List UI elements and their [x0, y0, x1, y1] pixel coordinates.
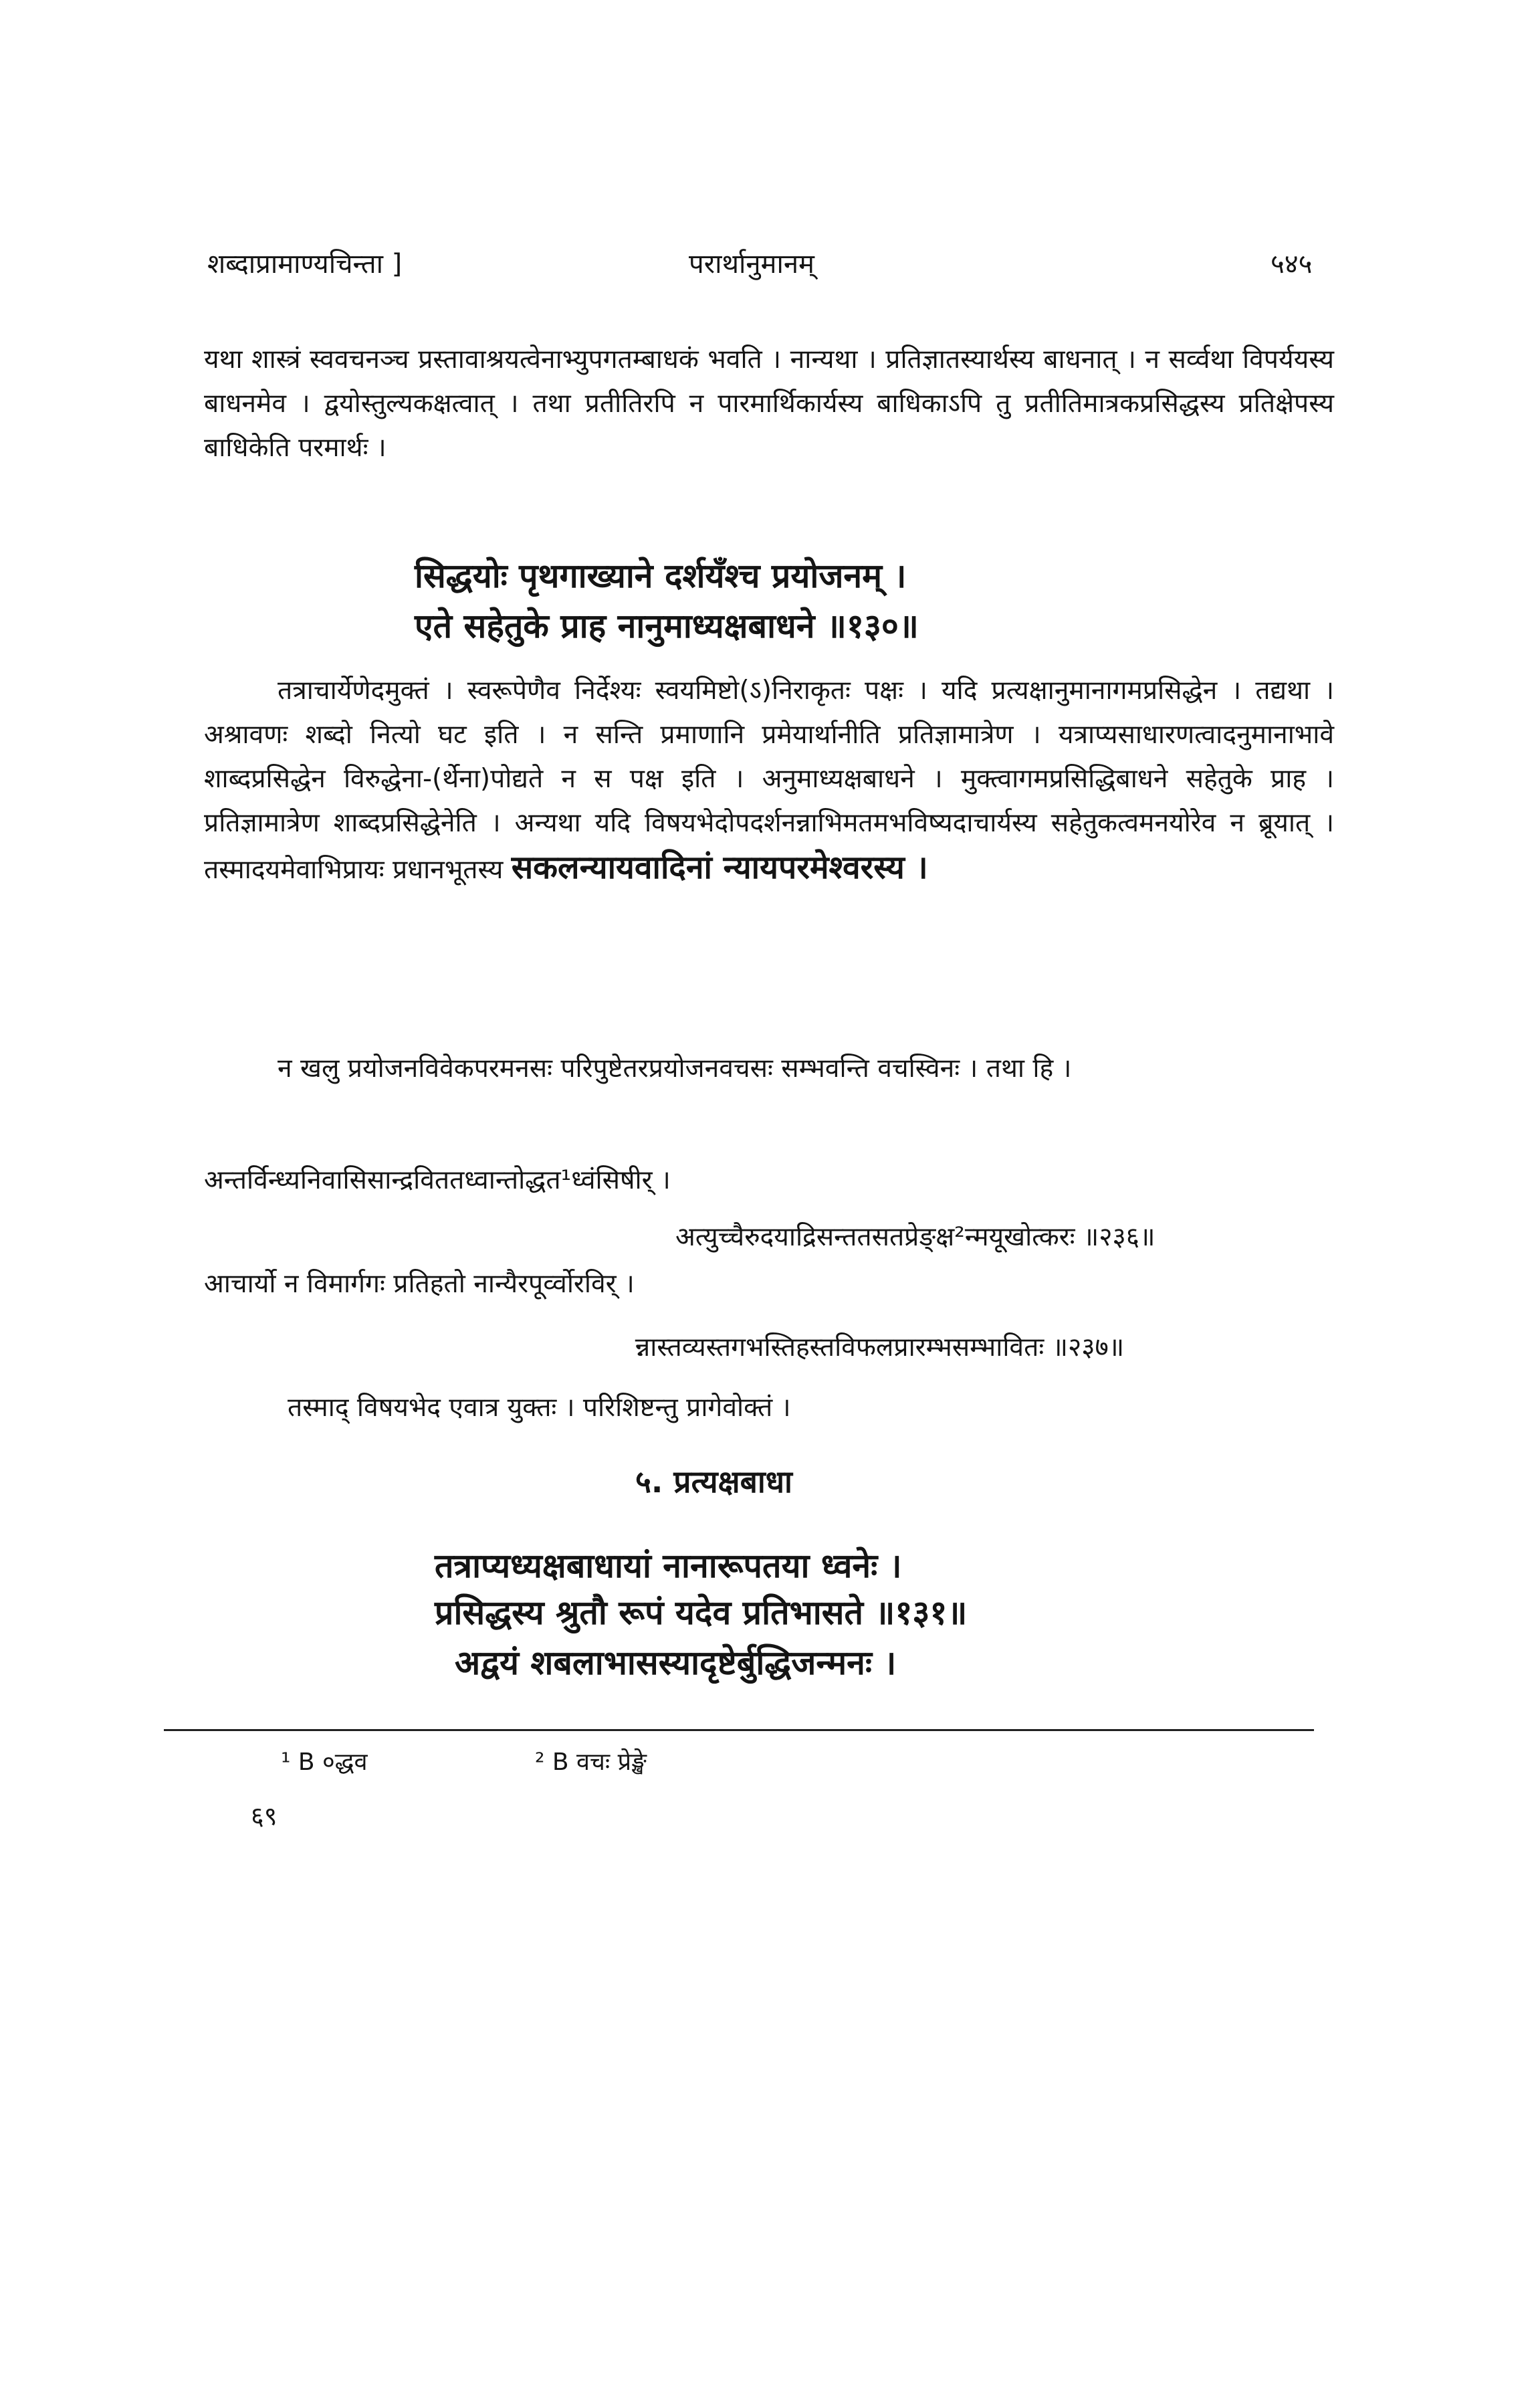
- sheet-number: ६९: [251, 1801, 278, 1831]
- paragraph-2-emphasis: सकलन्यायवादिनां न्यायपरमेश्वरस्य ।: [511, 849, 928, 886]
- quote-line-4: न्नास्तव्यस्तगभस्तिहस्तविफलप्रारम्भसम्भावितः ॥२३७॥: [635, 1332, 1125, 1363]
- footnote-1: ¹ B ०द्धव: [281, 1748, 368, 1776]
- paragraph-2-text: तत्राचार्येणेदमुक्तं । स्वरूपेणैव निर्देश्यः स्वयमिष्टो(ऽ)निराकृतः पक्षः । यदि प्रत्यक्षानुमानागमप्रसिद्धेन । तद्यथा । अश्रावणः शब्दो नित्यो घट इति । न सन्ति प्रमाणानि प्रमेयार्थानीति प्रतिज्ञामात्रेण । यत्राप्यसाधारणत्वादनुमानाभावे शाब्दप्रसिद्धेन विरुद्धेना-(र्थेना)पोद्यते न स पक्ष इति । अनुमाध्यक्षबाधने । मुक्त्वागमप्रसिद्धिबाधने सहेतुके प्राह । प्रतिज्ञामात्रेण शाब्दप्रसिद्धेनेति । अन्यथा यदि विषयभेदोपदर्शनन्नाभिमतमभविष्यदाचार्यस्य सहेतुकत्वमनयोरेव न ब्रूयात् । तस्मादयमेवाभिप्रायः प्रधानभूतस्य: [204, 676, 1334, 885]
- paragraph-4: तस्माद् विषयभेद एवात्र युक्तः । परिशिष्टन्तु प्रागेवोक्तं ।: [288, 1393, 791, 1423]
- section-heading: ५. प्रत्यक्षबाधा: [635, 1464, 792, 1500]
- footnote-2: ² B वचः प्रेङ्खे: [535, 1748, 647, 1776]
- verse-131-line-3: अद्वयं शबलाभासस्यादृष्टेर्बुद्धिजन्मनः ।: [455, 1643, 897, 1682]
- running-head-left: शब्दाप्रामाण्यचिन्ता ]: [207, 249, 403, 280]
- verse-130-line-2: एते सहेतुके प्राह नानुमाध्यक्षबाधने ॥१३०॥: [415, 607, 919, 645]
- footnote-rule: [164, 1729, 1314, 1731]
- quote-line-2: अत्युच्चैरुदयाद्रिसन्ततसतप्रेङ्क्ष²न्मयूखोत्करः ॥२३६॥: [675, 1222, 1156, 1252]
- verse-131-line-1: तत्राप्यध्यक्षबाधायां नानारूपतया ध्वनेः ।: [435, 1546, 902, 1585]
- quote-line-3: आचार्यो न विमार्गगः प्रतिहतो नान्यैरपूर्व्वोरविर् ।: [204, 1269, 635, 1299]
- page-number-top: ५४५: [1271, 249, 1313, 280]
- verse-131-line-2: प्रसिद्धस्य श्रुतौ रूपं यदेव प्रतिभासते ॥१३१॥: [435, 1593, 968, 1632]
- paragraph-3: न खलु प्रयोजनविवेकपरमनसः परिपुष्टेतरप्रयोजनवचसः सम्भवन्ति वचस्विनः । तथा हि ।: [278, 1054, 1072, 1084]
- paragraph-2: [204, 669, 1334, 892]
- running-head-title: परार्थानुमानम्: [689, 249, 814, 280]
- paragraph-1: यथा शास्त्रं स्ववचनञ्च प्रस्तावाश्रयत्वेनाभ्युपगतम्बाधकं भवति । नान्यथा । प्रतिज्ञातस्यार्थस्य बाधनात् । न सर्व्वथा विपर्ययस्य बाधनमेव । द्वयोस्तुल्यकक्षत्वात् । तथा प्रतीतिरपि न पारमार्थिकार्यस्य बाधिकाऽपि तु प्रतीतिमात्रकप्रसिद्धस्य प्रतिक्षेपस्य बाधिकेति परमार्थः ।: [204, 344, 1334, 463]
- verse-130-line-1: सिद्धयोः पृथगाख्याने दर्शयँश्च प्रयोजनम् ।: [415, 557, 907, 595]
- quote-line-1: अन्तर्विन्ध्यनिवासिसान्द्रविततध्वान्तोद्धत¹ध्वंसिषीर् ।: [204, 1165, 671, 1195]
